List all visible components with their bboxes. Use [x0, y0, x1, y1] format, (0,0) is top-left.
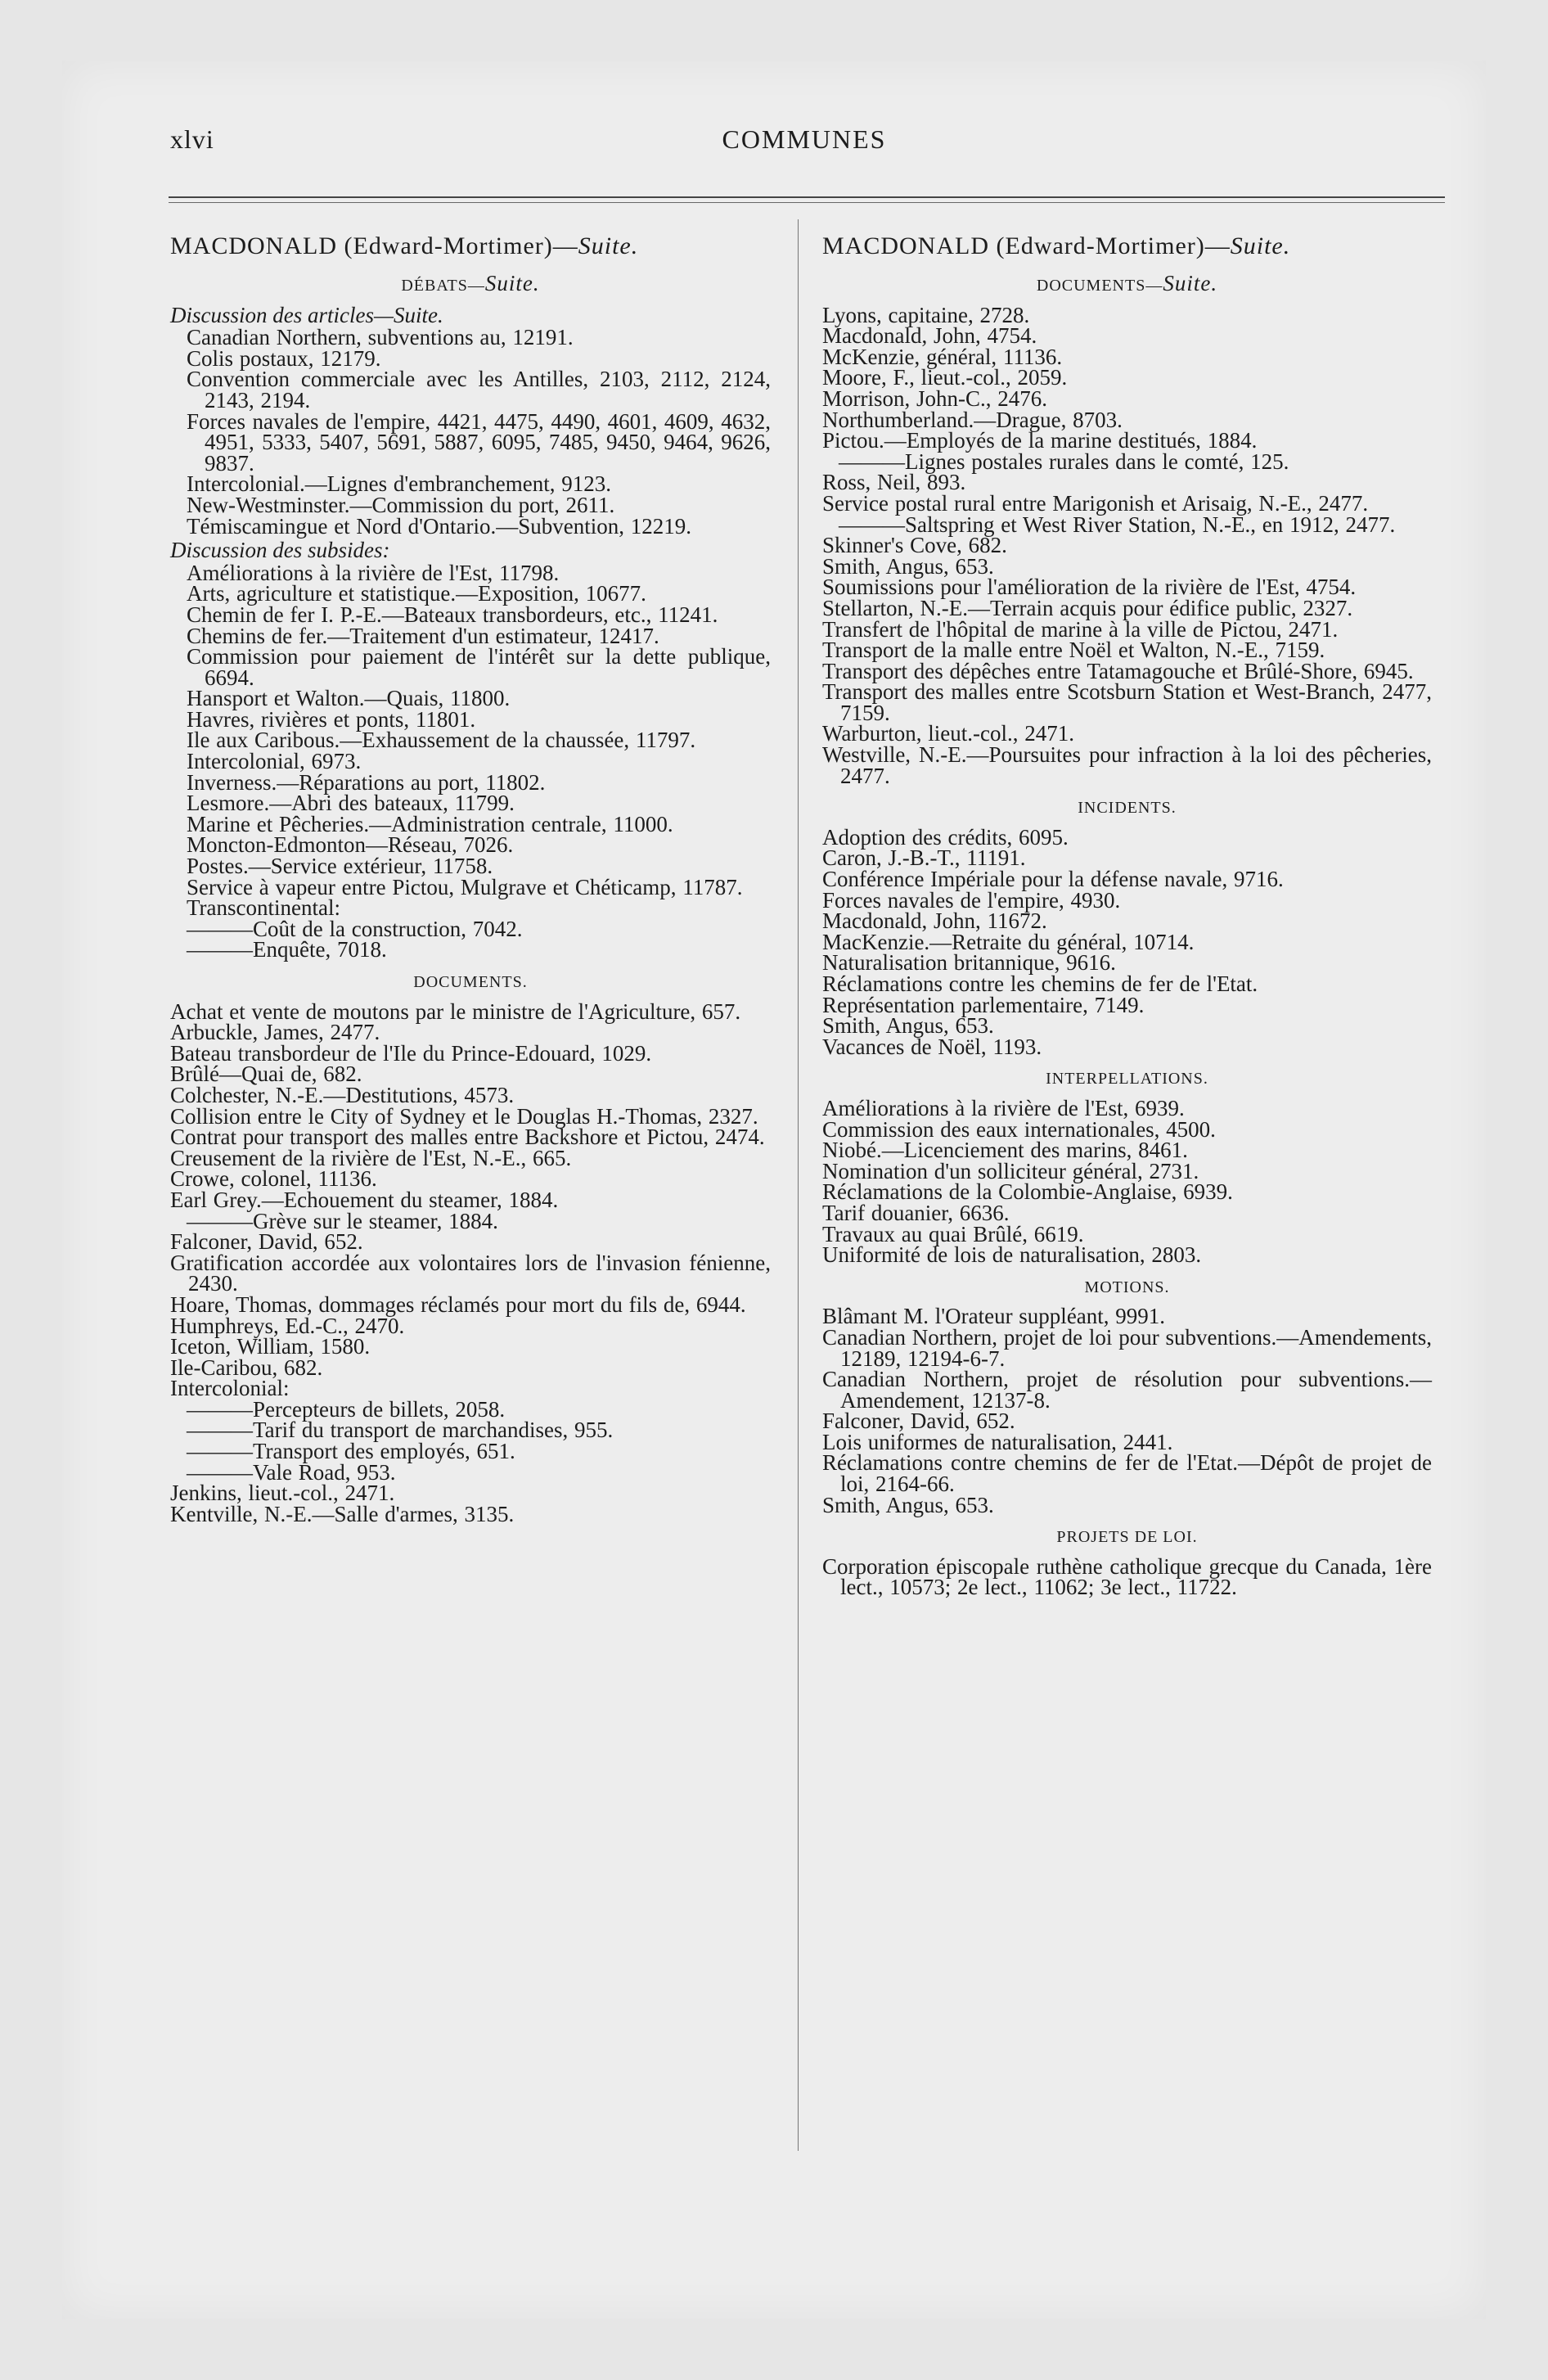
index-entry: Intercolonial: [170, 1376, 290, 1401]
index-entry: Inverness.—Réparations au port, 11802. [187, 769, 546, 795]
index-entry: Uniformité de lois de naturalisation, 2803. [822, 1242, 1202, 1268]
index-entry: Niobé.—Licenciement des marins, 8461. [822, 1138, 1188, 1163]
index-entry: Northumberland.—Drague, 8703. [822, 407, 1123, 432]
index-entry: Lois uniformes de naturalisation, 2441. [822, 1429, 1173, 1454]
section-heading: INCIDENTS. [1078, 799, 1177, 818]
index-entry: Brûlé—Quai de, 682. [170, 1062, 362, 1087]
section-heading: DÉBATS—Suite. [401, 271, 540, 295]
index-entry: Canadian Northern, subventions au, 12191. [187, 325, 574, 350]
index-entry: Collision entre le City of Sydney et le Douglas H.-Thomas, 2327. [170, 1103, 758, 1129]
index-entry: Convention commerciale avec les Antilles, 2103, 2112, 2124, 2143, 2194. [187, 367, 771, 412]
index-entry: Représentation parlementaire, 7149. [822, 992, 1145, 1017]
index-entry: Gratification accordée aux volontaires lors de l'invasion fénienne, 2430. [170, 1250, 771, 1296]
index-entry: Adoption des crédits, 6095. [822, 824, 1069, 850]
index-entry: Améliorations à la rivière de l'Est, 11798. [187, 560, 560, 585]
index-entry: Kentville, N.-E.—Salle d'armes, 3135. [170, 1501, 515, 1526]
index-entry: Réclamations de la Colombie-Anglaise, 6939. [822, 1179, 1233, 1205]
index-entry: Smith, Angus, 653. [822, 1492, 994, 1517]
index-entry: MacKenzie.—Retraite du général, 10714. [822, 929, 1195, 954]
index-entry: Lyons, capitaine, 2728. [822, 302, 1030, 327]
index-entry: Chemins de fer.—Traitement d'un estimateur, 12417. [187, 623, 659, 648]
section-heading: INTERPELLATIONS. [1046, 1070, 1208, 1089]
index-entry: Chemin de fer I. P.-E.—Bateaux transbordeurs, etc., 11241. [187, 602, 718, 627]
index-entry: Humphreys, Ed.-C., 2470. [170, 1313, 405, 1338]
index-entry: Ross, Neil, 893. [822, 470, 966, 495]
index-entry: Canadian Northern, projet de loi pour subventions.—Amendements, 12189, 12194-6-7. [822, 1324, 1432, 1371]
index-entry: Colis postaux, 12179. [187, 345, 381, 371]
index-entry: ———Tarif du transport de marchandises, 955. [187, 1418, 614, 1443]
left-column-heading: MACDONALD (Edward-Mortimer)—Suite. [170, 232, 639, 259]
left-column [170, 232, 771, 1525]
index-entry: Témiscamingue et Nord d'Ontario.—Subvention, 12219. [187, 513, 692, 539]
index-entry: Améliorations à la rivière de l'Est, 6939. [822, 1095, 1185, 1120]
index-entry: Marine et Pêcheries.—Administration centrale, 11000. [187, 811, 673, 836]
index-entry: Ile aux Caribous.—Exhaussement de la chaussée, 11797. [187, 728, 696, 753]
index-entry: Bateau transbordeur de l'Ile du Prince-Edouard, 1029. [170, 1040, 652, 1066]
index-entry: Arts, agriculture et statistique.—Exposition, 10677. [187, 581, 646, 606]
index-entry: Corporation épiscopale ruthène catholique grecque du Canada, 1ère lect., 10573; 2e lect., 11062; 3e lect., 11722. [822, 1553, 1432, 1600]
index-entry: Achat et vente de moutons par le ministre de l'Agriculture, 657. [170, 998, 741, 1024]
index-entry: Soumissions pour l'amélioration de la rivière de l'Est, 4754. [822, 575, 1357, 600]
index-entry: Skinner's Cove, 682. [822, 533, 1007, 558]
index-entry: ———Percepteurs de billets, 2058. [187, 1396, 506, 1422]
index-entry: Pictou.—Employés de la marine destitués, 1884. [822, 428, 1258, 453]
index-entry: Nomination d'un solliciteur général, 2731. [822, 1158, 1199, 1183]
index-entry: Vacances de Noël, 1193. [822, 1034, 1042, 1059]
index-entry: Conférence Impériale pour la défense navale, 9716. [822, 867, 1284, 892]
index-entry: Intercolonial.—Lignes d'embranchement, 9123. [187, 471, 611, 497]
index-entry: Iceton, William, 1580. [170, 1334, 371, 1359]
right-column-heading: MACDONALD (Edward-Mortimer)—Suite. [822, 232, 1291, 259]
index-entry: Colchester, N.-E.—Destitutions, 4573. [170, 1082, 515, 1107]
index-entry: Travaux au quai Brûlé, 6619. [822, 1221, 1084, 1246]
index-entry: Transport des dépêches entre Tatamagouche et Brûlé-Shore, 6945. [822, 658, 1414, 683]
index-entry: Stellarton, N.-E.—Terrain acquis pour édifice public, 2327. [822, 595, 1353, 620]
index-entry: McKenzie, général, 11136. [822, 344, 1063, 369]
index-entry: Réclamations contre les chemins de fer de l'Etat. [822, 971, 1258, 996]
running-head [170, 124, 1438, 154]
index-entry: ———Vale Road, 953. [187, 1459, 396, 1485]
index-entry: ———Lignes postales rurales dans le comté, 125. [839, 449, 1289, 474]
index-entry: Blâmant M. l'Orateur suppléant, 9991. [822, 1304, 1166, 1329]
index-entry: Falconer, David, 652. [822, 1409, 1015, 1434]
index-entry: Intercolonial, 6973. [187, 749, 362, 774]
index-entry: Havres, rivières et ponts, 11801. [187, 706, 476, 732]
index-entry: Transport de la malle entre Noël et Walton, N.-E., 7159. [822, 638, 1325, 663]
index-entry: Tarif douanier, 6636. [822, 1200, 1010, 1225]
index-entry: Jenkins, lieut.-col., 2471. [170, 1481, 395, 1506]
subsection-heading: Discussion des articles—Suite. [170, 302, 443, 327]
index-entry: Moncton-Edmonton—Réseau, 7026. [187, 832, 514, 858]
index-entry: Smith, Angus, 653. [822, 553, 994, 579]
index-entry: Crowe, colonel, 11136. [170, 1166, 377, 1192]
index-entry: Ile-Caribou, 682. [170, 1355, 323, 1380]
section-heading: DOCUMENTS. [413, 973, 528, 991]
index-entry: Réclamations contre chemins de fer de l'Etat.—Dépôt de projet de loi, 2164-66. [822, 1450, 1432, 1497]
page-title: COMMUNES [722, 124, 887, 154]
index-entry: New-Westminster.—Commission du port, 2611. [187, 492, 615, 517]
index-entry: Warburton, lieut.-col., 2471. [822, 721, 1075, 746]
section-heading: DOCUMENTS—Suite. [1036, 271, 1218, 295]
left-column-entries [170, 273, 771, 1525]
index-entry: Canadian Northern, projet de résolution pour subventions.—Amendement, 12137-8. [822, 1367, 1432, 1413]
section-heading: MOTIONS. [1084, 1278, 1170, 1296]
index-entry: ———Transport des employés, 651. [187, 1439, 515, 1464]
index-entry: Forces navales de l'empire, 4930. [822, 887, 1121, 913]
index-entry: ———Grève sur le steamer, 1884. [187, 1208, 498, 1233]
index-entry: Hansport et Walton.—Quais, 11800. [187, 686, 511, 711]
index-entry: Creusement de la rivière de l'Est, N.-E., 665. [170, 1145, 572, 1170]
right-column [822, 232, 1432, 1598]
index-entry: Morrison, John-C., 2476. [822, 385, 1048, 411]
header-rule [169, 196, 1445, 198]
index-entry: ———Enquête, 7018. [187, 937, 387, 962]
index-entry: Transfert de l'hôpital de marine à la ville de Pictou, 2471. [822, 616, 1339, 642]
index-entry: Commission des eaux internationales, 4500. [822, 1116, 1216, 1142]
right-column-entries [822, 273, 1432, 1598]
index-entry: Service postal rural entre Marigonish et Arisaig, N.-E., 2477. [822, 490, 1369, 516]
index-entry: Smith, Angus, 653. [822, 1013, 994, 1039]
index-entry: Caron, J.-B.-T., 11191. [822, 845, 1026, 871]
index-entry: Arbuckle, James, 2477. [170, 1020, 380, 1045]
page-number: xlvi [170, 124, 214, 154]
index-entry: Macdonald, John, 11672. [822, 908, 1047, 934]
index-entry: ———Coût de la construction, 7042. [187, 916, 523, 941]
index-entry: Postes.—Service extérieur, 11758. [187, 854, 493, 879]
index-entry: Hoare, Thomas, dommages réclamés pour mort du fils de, 6944. [170, 1291, 746, 1317]
subsection-heading: Discussion des subsides: [170, 538, 390, 563]
index-entry: Moore, F., lieut.-col., 2059. [822, 365, 1068, 390]
index-entry: Service à vapeur entre Pictou, Mulgrave et Chéticamp, 11787. [187, 874, 743, 899]
section-heading: PROJETS DE LOI. [1056, 1528, 1198, 1547]
index-entry: Transcontinental: [187, 895, 340, 921]
index-entry: Commission pour paiement de l'intérêt sur la dette publique, 6694. [187, 644, 771, 690]
index-entry: Forces navales de l'empire, 4421, 4475, 4490, 4601, 4609, 4632, 4951, 5333, 5407, 5691, 5887, 6095, 7485, 9450, 9464, 9626, 9837. [187, 408, 771, 476]
index-entry: Contrat pour transport des malles entre Backshore et Pictou, 2474. [170, 1125, 765, 1150]
index-entry: ———Saltspring et West River Station, N.-E., en 1912, 2477. [839, 512, 1396, 537]
index-entry: Falconer, David, 652. [170, 1229, 363, 1255]
index-entry: Earl Grey.—Echouement du steamer, 1884. [170, 1187, 559, 1212]
column-divider [798, 219, 799, 2151]
index-entry: Westville, N.-E.—Poursuites pour infraction à la loi des pêcheries, 2477. [822, 742, 1432, 788]
index-entry: Macdonald, John, 4754. [822, 323, 1037, 349]
header-rule-thin [169, 202, 1445, 203]
index-entry: Naturalisation britannique, 9616. [822, 950, 1116, 976]
index-entry: Lesmore.—Abri des bateaux, 11799. [187, 791, 515, 816]
index-entry: Transport des malles entre Scotsburn Station et West-Branch, 2477, 7159. [822, 679, 1432, 725]
